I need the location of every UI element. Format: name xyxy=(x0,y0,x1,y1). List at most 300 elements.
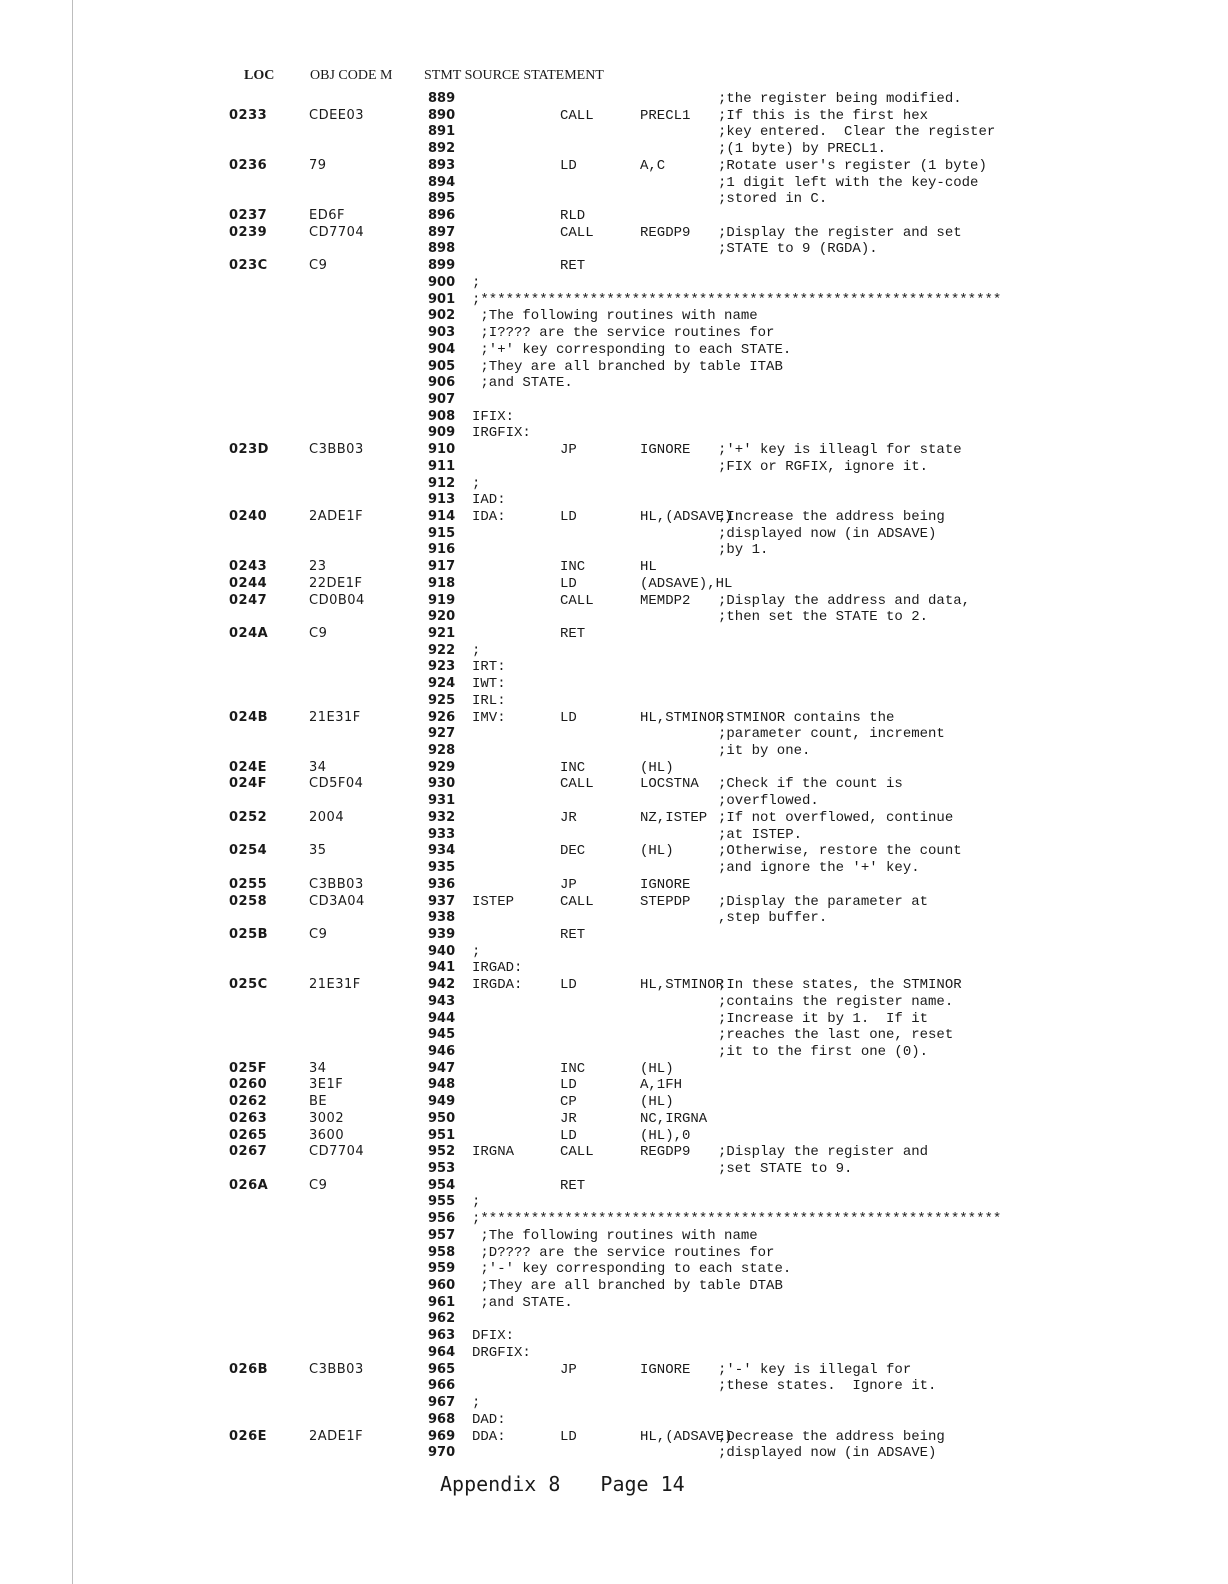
header-obj-code: OBJ CODE M xyxy=(310,68,393,83)
stmt-number: 942 xyxy=(428,977,456,993)
comment-cell: ;If not overflowed, continue xyxy=(718,809,954,826)
stmt-number: 941 xyxy=(428,960,456,976)
listing-row xyxy=(0,1261,1228,1278)
listing-row xyxy=(0,108,1228,125)
listing-row xyxy=(0,1094,1228,1111)
obj-code-cell: C3BB03 xyxy=(309,876,364,892)
opcode-cell: JP xyxy=(560,1361,577,1378)
label-cell: DDA: xyxy=(472,1428,506,1445)
stmt-number: 968 xyxy=(428,1411,456,1427)
comment-cell: ;displayed now (in ADSAVE) xyxy=(718,1445,937,1462)
opcode-cell: JP xyxy=(560,876,577,893)
listing-row xyxy=(0,1027,1228,1044)
stmt-number: 914 xyxy=(428,508,456,524)
header-loc: LOC xyxy=(244,68,275,83)
stmt-number: 907 xyxy=(428,391,456,407)
listing-row xyxy=(0,1194,1228,1211)
obj-code-cell: CD5F04 xyxy=(309,776,364,792)
operand-cell: IGNORE xyxy=(640,876,691,893)
operand-cell: MEMDP2 xyxy=(640,592,691,609)
opcode-cell: LD xyxy=(560,575,577,592)
listing-row xyxy=(0,626,1228,643)
listing-row xyxy=(0,325,1228,342)
obj-code-cell: C9 xyxy=(309,926,328,942)
listing-row xyxy=(0,1445,1228,1462)
opcode-cell: DEC xyxy=(560,843,586,860)
source-line: ; xyxy=(472,475,481,492)
listing-row xyxy=(0,1378,1228,1395)
label-cell: IRGDA: xyxy=(472,977,523,994)
source-line: ;and STATE. xyxy=(472,375,573,392)
listing-row xyxy=(0,693,1228,710)
obj-code-cell: 21E31F xyxy=(309,977,361,993)
loc-cell: 024B xyxy=(229,709,269,725)
comment-cell: ;set STATE to 9. xyxy=(718,1161,853,1177)
listing-row xyxy=(0,1077,1228,1094)
listing-row xyxy=(0,1278,1228,1295)
stmt-number: 957 xyxy=(428,1227,456,1243)
opcode-cell: RET xyxy=(560,1177,586,1194)
header-stmt-source: STMT SOURCE STATEMENT xyxy=(424,68,604,83)
opcode-cell: LD xyxy=(560,508,577,525)
listing-row xyxy=(0,158,1228,175)
operand-cell: REGDP9 xyxy=(640,1144,691,1161)
source-line: DRGFIX: xyxy=(472,1344,531,1361)
source-line: IRGAD: xyxy=(472,960,523,977)
stmt-number: 891 xyxy=(428,124,456,140)
loc-cell: 026B xyxy=(229,1361,269,1377)
listing-row xyxy=(0,1245,1228,1262)
stmt-number: 933 xyxy=(428,826,456,842)
stmt-number: 902 xyxy=(428,308,456,324)
source-line: IRGFIX: xyxy=(472,425,531,442)
operand-cell: HL,STMINOR xyxy=(640,709,725,726)
stmt-number: 936 xyxy=(428,876,456,892)
stmt-number: 910 xyxy=(428,442,456,458)
loc-cell: 0239 xyxy=(229,224,268,240)
stmt-number: 947 xyxy=(428,1060,456,1076)
obj-code-cell: C9 xyxy=(309,1177,328,1193)
comment-cell: ;then set the STATE to 2. xyxy=(718,609,929,626)
comment-cell: ;it by one. xyxy=(718,743,811,760)
stmt-number: 911 xyxy=(428,458,456,474)
comment-cell: ;displayed now (in ADSAVE) xyxy=(718,525,937,542)
loc-cell: 0243 xyxy=(229,559,268,575)
assembly-listing xyxy=(0,91,1228,1462)
loc-cell: 0233 xyxy=(229,107,268,123)
obj-code-cell: CD7704 xyxy=(309,224,365,240)
operand-cell: (HL) xyxy=(640,759,674,776)
listing-row xyxy=(0,827,1228,844)
loc-cell: 0265 xyxy=(229,1127,268,1143)
source-line: ;************************************************************** xyxy=(472,291,1002,308)
stmt-number: 923 xyxy=(428,659,456,675)
listing-row xyxy=(0,526,1228,543)
stmt-number: 912 xyxy=(428,475,456,491)
listing-row xyxy=(0,1178,1228,1195)
comment-cell: ;the register being modified. xyxy=(718,91,962,107)
listing-row xyxy=(0,726,1228,743)
listing-row xyxy=(0,1328,1228,1345)
obj-code-cell: 79 xyxy=(309,157,327,173)
listing-row xyxy=(0,1211,1228,1228)
stmt-number: 901 xyxy=(428,291,456,307)
label-cell: IDA: xyxy=(472,508,506,525)
operand-cell: (HL),0 xyxy=(640,1127,691,1144)
opcode-cell: LD xyxy=(560,709,577,726)
operand-cell: NC,IRGNA xyxy=(640,1110,708,1127)
comment-cell: ;'+' key is illeagl for state xyxy=(718,442,962,459)
obj-code-cell: CD0B04 xyxy=(309,592,365,608)
listing-row xyxy=(0,442,1228,459)
listing-row xyxy=(0,1429,1228,1446)
operand-cell: REGDP9 xyxy=(640,224,691,241)
loc-cell: 025C xyxy=(229,977,268,993)
stmt-number: 928 xyxy=(428,743,456,759)
operand-cell: IGNORE xyxy=(640,1361,691,1378)
listing-row xyxy=(0,559,1228,576)
obj-code-cell: CD3A04 xyxy=(309,893,365,909)
source-line: IWT: xyxy=(472,676,506,693)
opcode-cell: LD xyxy=(560,1428,577,1445)
listing-row xyxy=(0,609,1228,626)
obj-code-cell: C9 xyxy=(309,258,328,274)
source-line: ; xyxy=(472,1395,481,1412)
stmt-number: 962 xyxy=(428,1311,456,1327)
comment-cell: ;(1 byte) by PRECL1. xyxy=(718,141,887,158)
comment-cell: ;Increase it by 1. If it xyxy=(718,1010,929,1027)
stmt-number: 948 xyxy=(428,1077,456,1093)
source-line: ; xyxy=(472,943,481,960)
footer-page-number: Page 14 xyxy=(600,1472,685,1496)
opcode-cell: JR xyxy=(560,1110,577,1127)
listing-row xyxy=(0,91,1228,108)
listing-row xyxy=(0,258,1228,275)
stmt-number: 926 xyxy=(428,709,456,725)
stmt-number: 892 xyxy=(428,141,456,157)
loc-cell: 0254 xyxy=(229,843,268,859)
obj-code-cell: 3600 xyxy=(309,1127,345,1143)
comment-cell: ;contains the register name. xyxy=(718,993,954,1010)
operand-cell: LOCSTNA xyxy=(640,776,699,793)
listing-row xyxy=(0,1128,1228,1145)
loc-cell: 026A xyxy=(229,1177,269,1193)
listing-row xyxy=(0,392,1228,409)
source-line: ;I???? are the service routines for xyxy=(472,325,775,342)
loc-cell: 0237 xyxy=(229,208,268,224)
comment-cell: ;Display the register and xyxy=(718,1144,929,1161)
operand-cell: HL,(ADSAVE) xyxy=(640,1428,733,1445)
stmt-number: 924 xyxy=(428,676,456,692)
listing-row xyxy=(0,409,1228,426)
listing-row xyxy=(0,1228,1228,1245)
footer-appendix: Appendix 8 xyxy=(440,1472,561,1496)
listing-row xyxy=(0,676,1228,693)
operand-cell: HL,STMINOR xyxy=(640,977,725,994)
comment-cell: ;'-' key is illegal for xyxy=(718,1361,912,1378)
opcode-cell: LD xyxy=(560,1077,577,1094)
loc-cell: 024A xyxy=(229,626,269,641)
source-line: DFIX: xyxy=(472,1328,515,1345)
stmt-number: 904 xyxy=(428,341,456,357)
source-line: DAD: xyxy=(472,1411,506,1428)
stmt-number: 896 xyxy=(428,208,456,224)
listing-header xyxy=(0,68,1228,88)
comment-cell: ;these states. Ignore it. xyxy=(718,1378,937,1395)
listing-row xyxy=(0,1295,1228,1312)
opcode-cell: CP xyxy=(560,1094,577,1111)
source-line: ;and STATE. xyxy=(472,1294,573,1311)
listing-row xyxy=(0,1412,1228,1429)
label-cell: IMV: xyxy=(472,709,506,726)
source-line: IAD: xyxy=(472,492,506,509)
comment-cell: ;key entered. Clear the register xyxy=(718,124,996,141)
comment-cell: ;Display the parameter at xyxy=(718,893,929,910)
source-line: ;They are all branched by table ITAB xyxy=(472,358,783,375)
listing-row xyxy=(0,977,1228,994)
obj-code-cell: 21E31F xyxy=(309,709,361,725)
listing-row xyxy=(0,927,1228,944)
operand-cell: HL,(ADSAVE) xyxy=(640,508,733,525)
stmt-number: 965 xyxy=(428,1361,456,1377)
source-line: ; xyxy=(472,274,481,291)
listing-row xyxy=(0,994,1228,1011)
obj-code-cell: 34 xyxy=(309,759,327,775)
listing-row xyxy=(0,877,1228,894)
listing-row xyxy=(0,1362,1228,1379)
loc-cell: 0258 xyxy=(229,893,268,909)
stmt-number: 899 xyxy=(428,258,456,274)
stmt-number: 970 xyxy=(428,1445,456,1461)
listing-row xyxy=(0,175,1228,192)
operand-cell: (HL) xyxy=(640,1060,674,1077)
comment-cell: ;If this is the first hex xyxy=(718,107,929,124)
obj-code-cell: 2ADE1F xyxy=(309,1428,364,1444)
listing-row xyxy=(0,124,1228,141)
listing-row xyxy=(0,576,1228,593)
listing-row xyxy=(0,542,1228,559)
stmt-number: 908 xyxy=(428,408,456,424)
listing-row xyxy=(0,793,1228,810)
operand-cell: A,C xyxy=(640,157,666,174)
listing-row xyxy=(0,492,1228,509)
listing-row xyxy=(0,1345,1228,1362)
opcode-cell: INC xyxy=(560,1060,586,1077)
comment-cell: ;STATE to 9 (RGDA). xyxy=(718,241,878,258)
operand-cell: STEPDP xyxy=(640,893,691,910)
opcode-cell: CALL xyxy=(560,224,594,241)
source-line: ;'+' key corresponding to each STATE. xyxy=(472,341,792,358)
stmt-number: 916 xyxy=(428,542,456,558)
listing-row xyxy=(0,375,1228,392)
opcode-cell: CALL xyxy=(560,893,594,910)
obj-code-cell: C9 xyxy=(309,626,328,641)
loc-cell: 0255 xyxy=(229,876,268,892)
comment-cell: ;by 1. xyxy=(718,542,769,559)
comment-cell: ,step buffer. xyxy=(718,910,828,927)
stmt-number: 900 xyxy=(428,274,456,290)
listing-row xyxy=(0,141,1228,158)
opcode-cell: INC xyxy=(560,759,586,776)
loc-cell: 0252 xyxy=(229,809,268,825)
listing-row xyxy=(0,476,1228,493)
loc-cell: 0236 xyxy=(229,157,268,173)
listing-row xyxy=(0,1311,1228,1328)
stmt-number: 967 xyxy=(428,1395,456,1411)
stmt-number: 919 xyxy=(428,592,456,608)
stmt-number: 934 xyxy=(428,843,456,859)
stmt-number: 938 xyxy=(428,910,456,926)
comment-cell: ;Check if the count is xyxy=(718,776,903,793)
loc-cell: 023C xyxy=(229,258,268,274)
stmt-number: 958 xyxy=(428,1244,456,1260)
listing-row xyxy=(0,760,1228,777)
source-line: ;'-' key corresponding to each state. xyxy=(472,1261,792,1278)
stmt-number: 954 xyxy=(428,1177,456,1193)
listing-row xyxy=(0,359,1228,376)
operand-cell: (HL) xyxy=(640,843,674,860)
stmt-number: 920 xyxy=(428,609,456,625)
stmt-number: 940 xyxy=(428,943,456,959)
stmt-number: 909 xyxy=(428,425,456,441)
stmt-number: 950 xyxy=(428,1110,456,1126)
stmt-number: 903 xyxy=(428,325,456,341)
obj-code-cell: 35 xyxy=(309,843,327,859)
comment-cell: ;1 digit left with the key-code xyxy=(718,174,979,191)
comment-cell: ;Rotate user's register (1 byte) xyxy=(718,157,987,174)
stmt-number: 966 xyxy=(428,1378,456,1394)
stmt-number: 956 xyxy=(428,1211,456,1227)
listing-row xyxy=(0,593,1228,610)
comment-cell: ;Display the register and set xyxy=(718,224,962,241)
stmt-number: 935 xyxy=(428,860,456,876)
listing-row xyxy=(0,208,1228,225)
opcode-cell: RET xyxy=(560,626,586,642)
obj-code-cell: 3002 xyxy=(309,1110,345,1126)
source-line: ; xyxy=(472,642,481,659)
listing-row xyxy=(0,643,1228,660)
listing-row xyxy=(0,459,1228,476)
source-line: IRL: xyxy=(472,692,506,709)
source-line: ;The following routines with name xyxy=(472,1227,758,1244)
obj-code-cell: ED6F xyxy=(309,208,345,224)
stmt-number: 964 xyxy=(428,1344,456,1360)
stmt-number: 953 xyxy=(428,1161,456,1176)
stmt-number: 951 xyxy=(428,1127,456,1143)
listing-row xyxy=(0,1111,1228,1128)
listing-row xyxy=(0,1061,1228,1078)
stmt-number: 921 xyxy=(428,626,456,641)
source-line: ;D???? are the service routines for xyxy=(472,1244,775,1261)
obj-code-cell: CD7704 xyxy=(309,1144,365,1160)
stmt-number: 905 xyxy=(428,358,456,374)
listing-row xyxy=(0,308,1228,325)
stmt-number: 918 xyxy=(428,575,456,591)
stmt-number: 930 xyxy=(428,776,456,792)
stmt-number: 925 xyxy=(428,692,456,708)
source-line: IRT: xyxy=(472,659,506,676)
operand-cell: IGNORE xyxy=(640,442,691,459)
operand-cell: PRECL1 xyxy=(640,107,691,124)
comment-cell: ;and ignore the '+' key. xyxy=(718,860,920,877)
obj-code-cell: C3BB03 xyxy=(309,1361,364,1377)
opcode-cell: RET xyxy=(560,258,586,275)
label-cell: ISTEP xyxy=(472,893,515,910)
label-cell: IRGNA xyxy=(472,1144,515,1161)
source-line: ;The following routines with name xyxy=(472,308,758,325)
loc-cell: 023D xyxy=(229,442,269,458)
stmt-number: 929 xyxy=(428,759,456,775)
stmt-number: 960 xyxy=(428,1278,456,1294)
source-line: ; xyxy=(472,1194,481,1211)
opcode-cell: CALL xyxy=(560,776,594,793)
listing-row xyxy=(0,509,1228,526)
stmt-number: 927 xyxy=(428,726,456,742)
loc-cell: 0247 xyxy=(229,592,268,608)
comment-cell: ;at ISTEP. xyxy=(718,826,803,843)
comment-cell: ;Display the address and data, xyxy=(718,592,971,609)
listing-row xyxy=(0,342,1228,359)
listing-row xyxy=(0,275,1228,292)
obj-code-cell: 34 xyxy=(309,1060,327,1076)
opcode-cell: LD xyxy=(560,157,577,174)
opcode-cell: RET xyxy=(560,926,586,943)
stmt-number: 955 xyxy=(428,1194,456,1210)
opcode-cell: JP xyxy=(560,442,577,459)
stmt-number: 946 xyxy=(428,1043,456,1059)
stmt-number: 890 xyxy=(428,107,456,123)
stmt-number: 898 xyxy=(428,241,456,257)
comment-cell: ;Otherwise, restore the count xyxy=(718,843,962,860)
listing-row xyxy=(0,659,1228,676)
loc-cell: 024E xyxy=(229,759,268,775)
stmt-number: 895 xyxy=(428,191,456,207)
obj-code-cell: 2004 xyxy=(309,809,345,825)
opcode-cell: INC xyxy=(560,559,586,576)
listing-row xyxy=(0,710,1228,727)
listing-row xyxy=(0,960,1228,977)
stmt-number: 939 xyxy=(428,926,456,942)
listing-row xyxy=(0,1044,1228,1061)
opcode-cell: CALL xyxy=(560,1144,594,1161)
obj-code-cell: 22DE1F xyxy=(309,575,363,591)
comment-cell: ;overflowed. xyxy=(718,793,819,810)
listing-row xyxy=(0,1144,1228,1161)
comment-cell: ;stored in C. xyxy=(718,191,828,208)
loc-cell: 0244 xyxy=(229,575,268,591)
stmt-number: 961 xyxy=(428,1294,456,1310)
opcode-cell: JR xyxy=(560,809,577,826)
operand-cell: (ADSAVE),HL xyxy=(640,575,733,592)
obj-code-cell: 3E1F xyxy=(309,1077,344,1093)
stmt-number: 943 xyxy=(428,993,456,1009)
stmt-number: 945 xyxy=(428,1027,456,1043)
listing-row xyxy=(0,843,1228,860)
opcode-cell: CALL xyxy=(560,592,594,609)
stmt-number: 963 xyxy=(428,1328,456,1344)
comment-cell: ;it to the first one (0). xyxy=(718,1043,929,1060)
stmt-number: 949 xyxy=(428,1094,456,1110)
loc-cell: 0263 xyxy=(229,1110,268,1126)
listing-row xyxy=(0,860,1228,877)
opcode-cell: LD xyxy=(560,977,577,994)
comment-cell: ;FIX or RGFIX, ignore it. xyxy=(718,458,929,475)
page-footer xyxy=(440,1472,725,1496)
opcode-cell: CALL xyxy=(560,107,594,124)
listing-row xyxy=(0,241,1228,258)
loc-cell: 0262 xyxy=(229,1094,268,1110)
listing-row xyxy=(0,910,1228,927)
